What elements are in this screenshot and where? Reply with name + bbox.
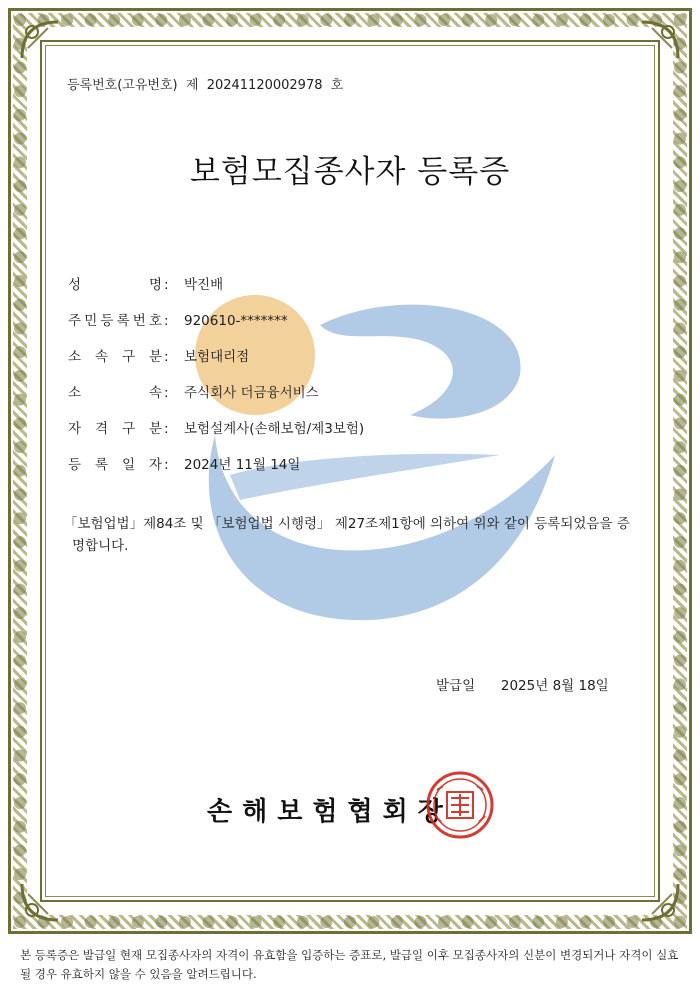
field-label-char: 분 <box>148 421 162 437</box>
field-label-char: 록 <box>116 313 130 329</box>
field-value: 보험대리점 <box>184 349 250 365</box>
field-label-char: 번 <box>132 313 146 329</box>
issuer-name: 손해보험협회장 <box>207 797 453 827</box>
field-label-char: 분 <box>148 349 162 365</box>
issue-date-value: 2025년 8월 18일 <box>500 678 609 694</box>
field-label-char: 자 <box>68 421 82 437</box>
field-label-char: 속 <box>148 385 162 401</box>
field-value: 보험설계사(손해보험/제3보험) <box>184 421 365 437</box>
field-colon: : <box>164 349 169 365</box>
corner-ornament-icon <box>638 18 682 62</box>
field-label <box>68 453 162 473</box>
document-title: 보험모집종사자 등록증 <box>189 154 511 190</box>
field-colon: : <box>164 385 169 401</box>
field-label-char: 격 <box>94 421 109 437</box>
registration-number <box>67 74 343 93</box>
field-label <box>68 309 162 329</box>
footnote: 본 등록증은 발급일 현재 모집종사자의 자격이 유효함을 입증하는 증표로, 발급일 이후 모집종사자의 신분이 변경되거나 자격이 실효될 경우 유효하지 않을 수 있음을 알려드립니다. <box>20 948 679 981</box>
field-label <box>68 417 162 437</box>
field-label-char: 일 <box>121 457 136 473</box>
field-label <box>68 273 162 293</box>
field-label-char: 구 <box>121 421 136 437</box>
field-row <box>68 381 364 417</box>
corner-ornament-icon <box>638 880 682 924</box>
registration-label: 등록번호(고유번호) <box>67 78 178 93</box>
corner-ornament-icon <box>18 880 62 924</box>
field-row <box>68 345 364 381</box>
field-colon: : <box>164 313 169 329</box>
field-label-char: 소 <box>68 349 82 365</box>
field-label-char: 명 <box>148 277 162 293</box>
field-row <box>68 309 364 345</box>
field-label-char: 속 <box>94 349 109 365</box>
field-label-char: 호 <box>148 313 162 329</box>
fields-list <box>68 273 364 489</box>
field-label-char: 구 <box>121 349 136 365</box>
field-value: 박진배 <box>184 277 224 293</box>
registration-suffix: 호 <box>330 78 344 93</box>
field-label <box>68 381 162 401</box>
field-label-char: 록 <box>94 457 109 473</box>
field-value: 920610-******* <box>184 313 288 329</box>
issue-date-label: 발급일 <box>436 678 476 694</box>
registration-number-value: 20241120002978 <box>206 78 323 93</box>
field-row <box>68 417 364 453</box>
field-colon: : <box>164 457 169 473</box>
field-label-char: 성 <box>68 277 82 293</box>
field-value: 주식회사 더금융서비스 <box>184 385 319 401</box>
field-label-char: 등 <box>100 313 114 329</box>
official-seal-icon <box>425 770 495 840</box>
registration-prefix: 제 <box>185 78 199 93</box>
field-row <box>68 453 364 489</box>
field-colon: : <box>164 421 169 437</box>
field-label <box>68 345 162 365</box>
field-row <box>68 273 364 309</box>
field-label-char: 민 <box>84 313 98 329</box>
field-label-char: 주 <box>68 313 82 329</box>
certification-statement: 「보험업법」제84조 및 「보험업법 시행령」 제27조제1항에 의하여 위와 같이 등록되었음을 증명합니다. <box>63 516 630 554</box>
field-colon: : <box>164 277 169 293</box>
field-label-char: 소 <box>68 385 82 401</box>
field-label-char: 등 <box>68 457 82 473</box>
corner-ornament-icon <box>18 18 62 62</box>
field-label-char: 자 <box>148 457 162 473</box>
field-value: 2024년 11월 14일 <box>184 457 301 473</box>
issue-date <box>436 674 609 694</box>
